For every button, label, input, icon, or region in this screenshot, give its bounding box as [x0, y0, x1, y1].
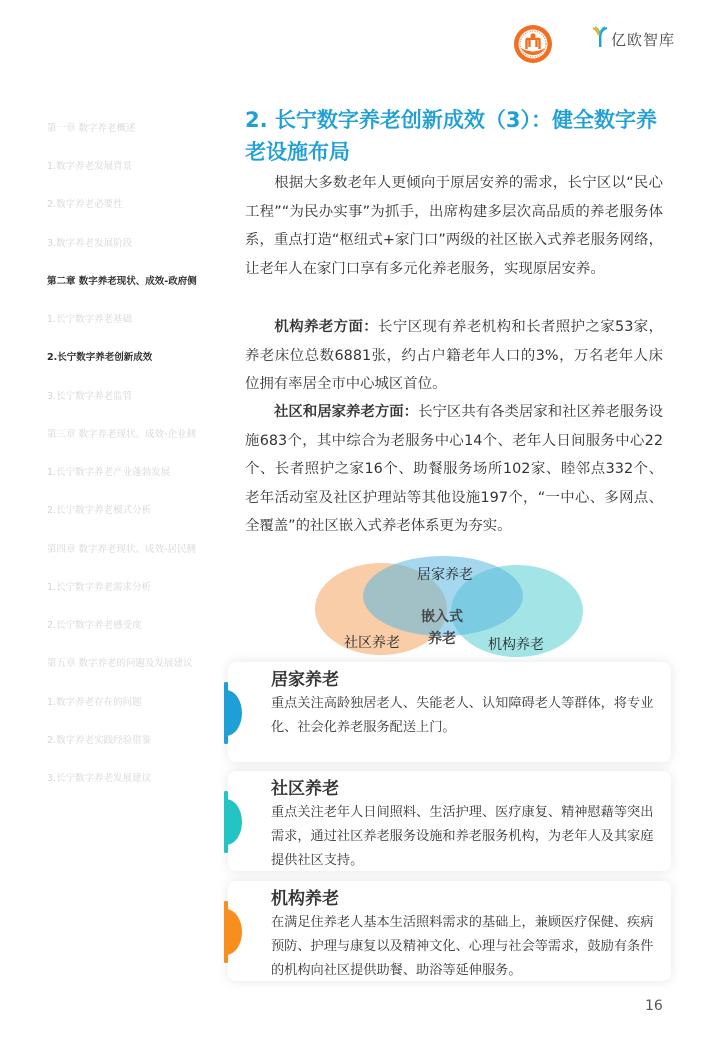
community-label: 社区和居家养老方面：	[274, 404, 419, 420]
toc-item-4-1[interactable]: 1.长宁数字养老需求分析	[47, 582, 152, 593]
card-title: 居家养老	[271, 670, 339, 690]
community-paragraph	[245, 398, 663, 541]
page-number: 16	[645, 998, 663, 1014]
community-text: 长宁区共有各类居家和社区养老服务设施683个，其中综合为老服务中心14个、老年人日间服务中心22个、长者照护之家16个、助餐服务场所102家、睦邻点332个、老年活动室及社区护理站等其他设施197个，“一中心、多网点、全覆盖”的社区嵌入式养老体系更为夯实。	[245, 404, 663, 534]
intro-text: 根据大多数老年人更倾向于原居安养的需求，长宁区以“民心工程”“为民办实事”为抓手，出席构建多层次高品质的养老服务体系，重点打造“枢纽式+家门口”两级的社区嵌入式养老服务网络，让老年人在家门口享有多元化养老服务，实现原居安养。	[245, 175, 663, 277]
toc-item-5-2[interactable]: 2.数字养老实践经验借鉴	[47, 735, 152, 746]
institution-paragraph	[245, 313, 663, 399]
page-title: 2. 长宁数字养老创新成效（3）：健全数字养老设施布局	[245, 108, 658, 164]
brand-logo	[592, 27, 675, 51]
card-institution-care	[228, 881, 671, 981]
orange-half-circle-icon	[224, 901, 244, 963]
toc-item-5-1[interactable]: 1.数字养老存在的问题	[47, 697, 142, 708]
institution-label: 机构养老方面：	[274, 319, 379, 335]
institution-text: 长宁区现有养老机构和长者照护之家53家，养老床位总数6881张，约占户籍老年人口的3%，万名老年人床位拥有率居全市中心城区首位。	[245, 319, 663, 392]
venn-center-label	[421, 606, 463, 650]
card-body: 重点关注老年人日间照料、生活护理、医疗康复、精神慰藉等突出需求，通过社区养老服务设施和养老服务机构，为老年人及其家庭提供社区支持。	[271, 805, 654, 868]
card-body: 在满足住养老人基本生活照料需求的基础上，兼顾医疗保健、疾病预防、护理与康复以及精神文化、心理与社会等需求，鼓励有条件的机构向社区提供助餐、助浴等延伸服务。	[271, 915, 654, 978]
venn-center-line2: 养老	[428, 631, 456, 647]
toc-item-2-2[interactable]: 2.长宁数字养老创新成效	[47, 352, 153, 363]
toc-item-2-3[interactable]: 3.长宁数字养老监管	[47, 391, 133, 402]
venn-label-community: 社区养老	[344, 635, 400, 651]
venn-label-home: 居家养老	[417, 567, 473, 583]
elderly-care-emblem-icon	[513, 24, 553, 64]
toc-item-1-1[interactable]: 1.数字养老发展背景	[47, 161, 133, 172]
card-title: 社区养老	[271, 779, 339, 799]
toc-item-2-1[interactable]: 1.长宁数字养老基础	[47, 314, 133, 325]
card-body: 重点关注高龄独居老人、失能老人、认知障碍老人等群体，将专业化、社会化养老服务配送上门。	[271, 696, 654, 735]
toc-item-3-2[interactable]: 2.长宁数字养老模式分析	[47, 505, 152, 516]
toc-item-5-3[interactable]: 3.长宁数字养老发展建议	[47, 773, 152, 784]
toc-item-1-3[interactable]: 3.数字养老发展阶段	[47, 238, 133, 249]
card-title: 机构养老	[271, 889, 339, 909]
toc-chapter-3[interactable]: 第三章 数字养老现状、成效-企业侧	[47, 429, 196, 440]
toc-chapter-2[interactable]: 第二章 数字养老现状、成效-政府侧	[47, 276, 197, 287]
card-home-care	[228, 662, 671, 762]
yiou-y-logo-icon	[592, 26, 608, 52]
toc-item-1-2[interactable]: 2.数字养老必要性	[47, 199, 123, 210]
toc-chapter-4[interactable]: 第四章 数字养老现状、成效-居民侧	[47, 544, 196, 555]
toc-item-4-2[interactable]: 2.长宁数字养老感受度	[47, 620, 142, 631]
teal-half-circle-icon	[224, 791, 244, 853]
card-community-care	[228, 771, 671, 871]
intro-paragraph	[245, 169, 663, 283]
venn-diagram	[310, 553, 600, 663]
toc-item-3-1[interactable]: 1.长宁数字养老产业蓬勃发展	[47, 467, 171, 478]
venn-label-institution: 机构养老	[488, 637, 544, 653]
toc-chapter-5[interactable]: 第五章 数字养老的问题及发展建议	[47, 658, 193, 669]
venn-center-line1: 嵌入式	[421, 609, 463, 625]
toc-chapter-1[interactable]: 第一章 数字养老概述	[47, 123, 136, 134]
blue-half-circle-icon	[224, 682, 244, 744]
brand-name: 亿欧智库	[611, 30, 676, 49]
